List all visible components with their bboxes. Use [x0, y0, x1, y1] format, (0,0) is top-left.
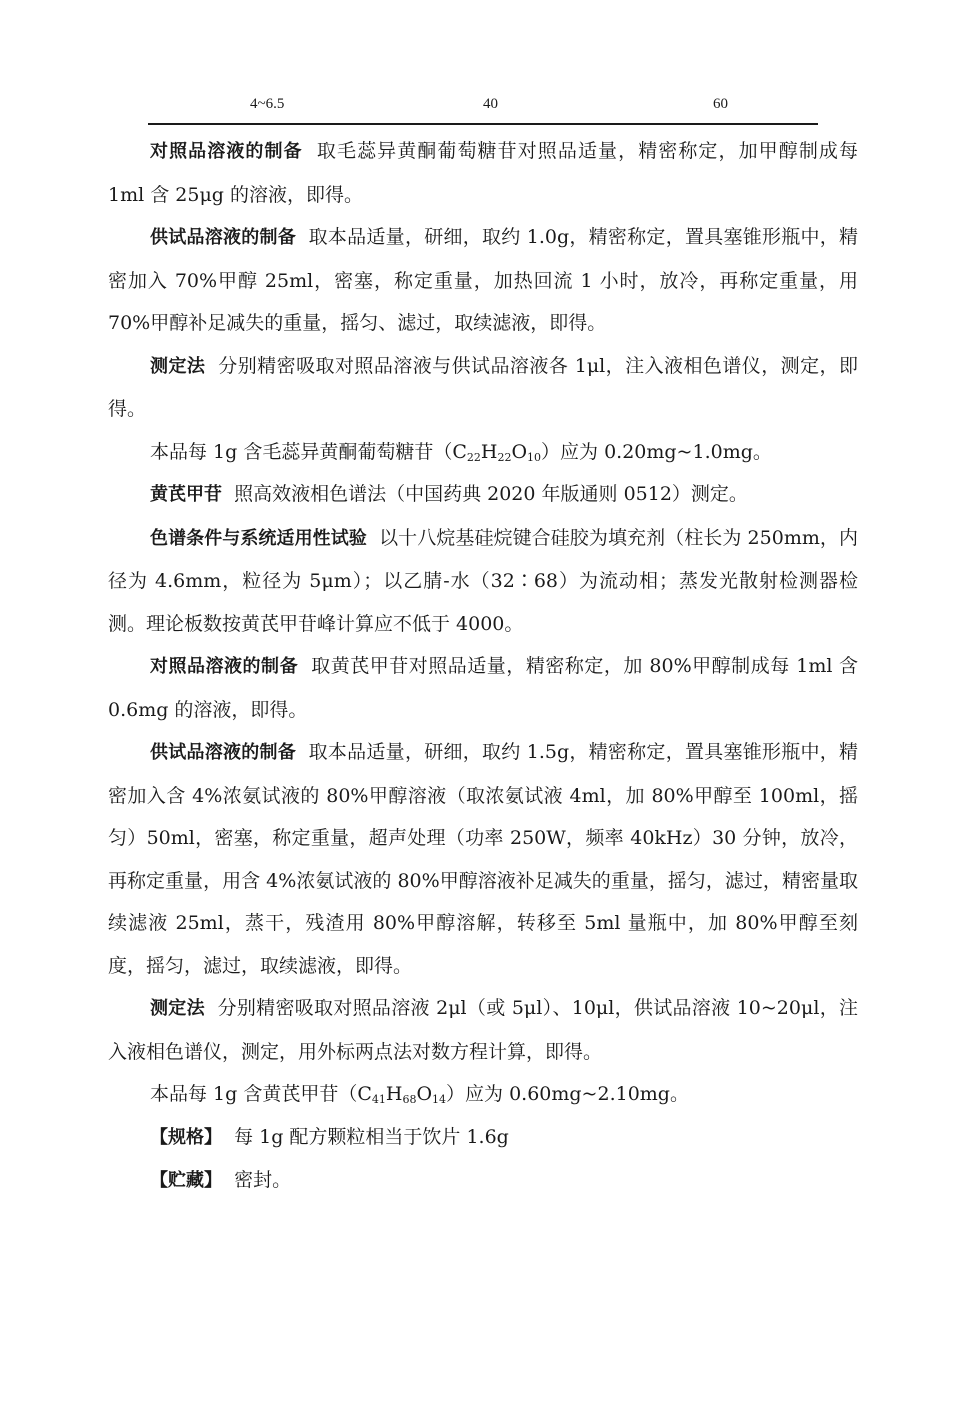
paragraph-text: 取黄芪甲苷对照品适量，精密称定，加 80%甲醇制成每 1ml 含 0.6mg 的溶液，即得。: [108, 655, 858, 721]
paragraph-test-solution-1: [108, 216, 858, 345]
paragraph-text: 取毛蕊异黄酮葡萄糖苷对照品适量，精密称定，加甲醇制成每 1ml 含 25μg 的溶液，即得。: [108, 140, 858, 206]
table-cell-phase-a: 40: [483, 96, 498, 112]
document-body: [108, 130, 858, 1203]
section-label: 供试品溶液的制备: [150, 742, 297, 763]
paragraph-text: 密封。: [234, 1169, 292, 1191]
paragraph-reference-solution-1: [108, 130, 858, 216]
paragraph-specification: [108, 1116, 858, 1160]
paragraph-reference-solution-2: [108, 645, 858, 731]
section-label: 测定法: [150, 998, 205, 1019]
paragraph-test-solution-2: [108, 731, 858, 987]
element-symbol: O: [511, 440, 528, 463]
section-label: 供试品溶液的制备: [150, 227, 297, 248]
element-symbol: O: [416, 1083, 433, 1105]
paragraph-text: 分别精密吸取对照品溶液 2μl（或 5μl）、10μl，供试品溶液 10~20μl，注入液相色谱仪，测定，用外标两点法对数方程计算，即得。: [108, 997, 858, 1063]
paragraph-text: 分别精密吸取对照品溶液与供试品溶液各 1μl，注入液相色谱仪，测定，即得。: [108, 354, 858, 420]
paragraph-procedure-1: [108, 345, 858, 431]
subscript: 22: [466, 450, 481, 464]
paragraph-content-limit-2: [108, 1073, 858, 1116]
formula-post: ）应为 0.20mg~1.0mg。: [541, 440, 772, 463]
paragraph-astragaloside-heading: [108, 473, 858, 517]
subscript: 41: [371, 1093, 386, 1106]
section-label: 【贮藏】: [150, 1170, 222, 1191]
section-label: 色谱条件与系统适用性试验: [150, 527, 367, 549]
formula-pre: 本品每 1g 含毛蕊异黄酮葡萄糖苷（C: [150, 440, 467, 463]
formula-pre: 本品每 1g 含黄芪甲苷（C: [150, 1083, 372, 1105]
subscript: 68: [402, 1093, 417, 1106]
paragraph-text: 取本品适量，研细，取约 1.5g，精密称定，置具塞锥形瓶中，精密加入含 4%浓氨试液的 80%甲醇溶液（取浓氨试液 4ml，加 80%甲醇至 100ml，摇匀）50ml，密塞，称定重量，超声处理（功率 250W，频率 40kHz）30 分钟，放冷，再称定重量，用含 4%浓氨试液的 80%甲醇溶液补足减失的重量，摇匀，滤过，精密量取续滤液 25ml，蒸干，残渣用 80%甲醇溶解，转移至 5ml 量瓶中，加 80%甲醇至刻度，摇匀，滤过，取续滤液，即得。: [108, 741, 858, 977]
table-cell-time: 4~6.5: [250, 96, 285, 112]
paragraph-chromatographic-conditions: [108, 517, 858, 646]
section-label: 对照品溶液的制备: [150, 656, 299, 677]
table-cell-phase-b: 60: [713, 96, 728, 112]
formula-post: ）应为 0.60mg~2.10mg。: [446, 1083, 689, 1105]
element-symbol: H: [385, 1083, 403, 1105]
section-label: 对照品溶液的制备: [150, 141, 303, 162]
subscript: 22: [497, 450, 512, 464]
paragraph-storage: [108, 1159, 858, 1203]
paragraph-procedure-2: [108, 987, 858, 1073]
subscript: 10: [527, 450, 542, 464]
paragraph-text: 照高效液相色谱法（中国药典 2020 年版通则 0512）测定。: [234, 483, 748, 505]
section-label: 黄芪甲苷: [150, 484, 222, 505]
paragraph-content-limit-1: [108, 431, 858, 474]
section-label: 测定法: [150, 355, 206, 377]
table-last-row: [150, 92, 818, 118]
paragraph-text: 以十八烷基硅烷键合硅胶为填充剂（柱长为 250mm，内径为 4.6mm，粒径为 5μm）；以乙腈-水（32∶68）为流动相；蒸发光散射检测器检测。理论板数按黄芪甲苷峰计算应不低于 4000。: [108, 526, 858, 635]
section-label: 【规格】: [150, 1126, 222, 1148]
paragraph-text: 取本品适量，研细，取约 1.0g，精密称定，置具塞锥形瓶中，精密加入 70%甲醇 25ml，密塞，称定重量，加热回流 1 小时，放冷，再称定重量，用 70%甲醇补足减失的重量，摇匀、滤过，取续滤液，即得。: [108, 226, 858, 334]
paragraph-text: 每 1g 配方颗粒相当于饮片 1.6g: [234, 1125, 509, 1148]
subscript: 14: [432, 1093, 447, 1106]
table-bottom-rule: [148, 123, 818, 125]
element-symbol: H: [480, 440, 498, 463]
